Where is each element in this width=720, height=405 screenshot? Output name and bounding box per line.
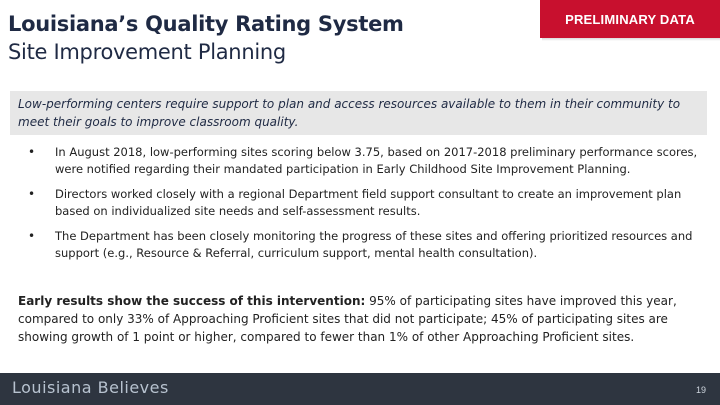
bullet-text: Directors worked closely with a regional Department field support consultant to create an improvement plan based on individualized site needs and self-assessment results. (55, 187, 682, 218)
intro-callout (10, 91, 707, 135)
bullet-icon: • (28, 145, 36, 159)
list-item (24, 144, 704, 178)
bullet-text: In August 2018, low-performing sites scoring below 3.75, based on 2017-2018 preliminary performance scores, were notified regarding their mandated participation in Early Childhood Site Improvement Planning. (55, 145, 698, 176)
page-number: 19 (695, 385, 706, 395)
conclusion-body: 95% of participating sites have improved this year, compared to only 33% of Approaching Proficient sites that did not participate; 45% of participating sites are showing growth of 1 point or higher, compared to fewer than 1% of other Approaching Proficient sites. (18, 294, 677, 344)
title-block (8, 10, 528, 66)
conclusion-lead: Early results show the success of this intervention: (18, 294, 366, 308)
conclusion-paragraph (18, 292, 708, 346)
louisiana-believes-logo: Louisiana Believes (12, 378, 169, 397)
bullet-list (24, 144, 704, 270)
page-subtitle: Site Improvement Planning (8, 40, 286, 64)
list-item (24, 228, 704, 262)
list-item (24, 186, 704, 220)
bullet-text: The Department has been closely monitoring the progress of these sites and offering prioritized resources and support (e.g., Resource & Referral, curriculum support, mental health consultation). (55, 229, 693, 260)
badge-shadow (542, 38, 720, 41)
intro-text: Low-performing centers require support to plan and access resources available to them in their community to meet their goals to improve classroom quality. (18, 97, 681, 129)
bullet-icon: • (28, 187, 36, 201)
bullet-icon: • (28, 229, 36, 243)
badge-label: PRELIMINARY DATA (565, 11, 695, 27)
preliminary-data-badge (540, 0, 720, 38)
page-title: Louisiana’s Quality Rating System (8, 12, 404, 36)
footer-bar (0, 373, 720, 405)
